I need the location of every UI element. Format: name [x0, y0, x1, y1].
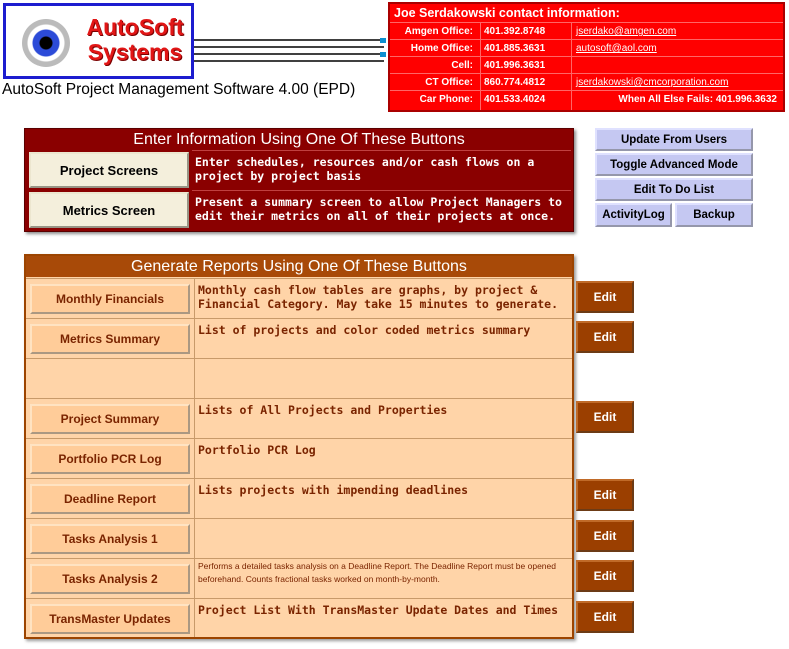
metrics-screen-desc: Present a summary screen to allow Project Managers to edit their metrics on all of their projects at once. [195, 195, 562, 223]
report-row-tasks-analysis-1 [26, 518, 572, 558]
project-screens-button[interactable]: Project Screens [29, 152, 189, 188]
contact-email-link[interactable]: jserdakowski@cmcorporation.com [576, 77, 729, 88]
deadline-report-button[interactable]: Deadline Report [30, 484, 190, 514]
contact-label: Cell: [451, 60, 473, 71]
edit-todo-list-button[interactable]: Edit To Do List [595, 178, 753, 201]
contact-row-amgen [390, 23, 783, 40]
contact-phone: 401.885.3631 [484, 43, 546, 54]
contact-title: Joe Serdakowski contact information: [390, 4, 783, 23]
metrics-screen-button[interactable]: Metrics Screen [29, 192, 189, 228]
eye-icon [22, 19, 70, 67]
contact-row-car [390, 91, 783, 108]
edit-tasks-analysis-2-button[interactable]: Edit [576, 560, 634, 592]
tasks-analysis-2-desc: Performs a detailed tasks analysis on a Deadline Report. The Deadline Report must be opened beforehand. Counts fractional tasks worked on month-by-month. [198, 561, 556, 584]
transmaster-updates-button[interactable]: TransMaster Updates [30, 604, 190, 634]
generate-reports-panel [24, 254, 574, 639]
project-summary-desc: Lists of All Projects and Properties [198, 403, 448, 417]
logo-connector-lines [194, 38, 390, 66]
reports-panel-title: Generate Reports Using One Of These Buttons [26, 256, 572, 277]
activity-log-button[interactable]: ActivityLog [595, 203, 672, 227]
transmaster-updates-desc: Project List With TransMaster Update Dates and Times [198, 603, 559, 617]
report-row-empty [26, 358, 572, 398]
contact-phone: 401.533.4024 [484, 94, 546, 105]
portfolio-pcr-log-desc: Portfolio PCR Log [198, 443, 316, 457]
report-row-monthly-financials [26, 278, 572, 318]
metrics-summary-button[interactable]: Metrics Summary [30, 324, 190, 354]
contact-label: Amgen Office: [404, 26, 473, 37]
project-screens-desc: Enter schedules, resources and/or cash flows on a project by project basis [195, 155, 535, 183]
monthly-financials-desc: Monthly cash flow tables are graphs, by project & Financial Category. May take 15 minutes to generate. [198, 283, 559, 311]
report-row-transmaster-updates [26, 598, 572, 637]
edit-project-summary-button[interactable]: Edit [576, 401, 634, 433]
tasks-analysis-1-button[interactable]: Tasks Analysis 1 [30, 524, 190, 554]
report-row-metrics-summary [26, 318, 572, 358]
project-summary-button[interactable]: Project Summary [30, 404, 190, 434]
edit-metrics-summary-button[interactable]: Edit [576, 321, 634, 353]
contact-row-home [390, 40, 783, 57]
contact-fallback-phone: When All Else Fails: 401.996.3632 [618, 94, 777, 105]
edit-tasks-analysis-1-button[interactable]: Edit [576, 520, 634, 552]
deadline-report-desc: Lists projects with impending deadlines [198, 483, 469, 497]
contact-phone: 401.996.3631 [484, 60, 546, 71]
autosoft-logo [3, 3, 194, 79]
update-from-users-button[interactable]: Update From Users [595, 128, 753, 151]
edit-deadline-report-button[interactable]: Edit [576, 479, 634, 511]
contact-label: Car Phone: [419, 94, 473, 105]
report-row-deadline-report [26, 478, 572, 518]
toggle-advanced-mode-button[interactable]: Toggle Advanced Mode [595, 153, 753, 176]
portfolio-pcr-log-button[interactable]: Portfolio PCR Log [30, 444, 190, 474]
contact-label: Home Office: [410, 43, 473, 54]
tasks-analysis-2-button[interactable]: Tasks Analysis 2 [30, 564, 190, 594]
contact-row-cell [390, 57, 783, 74]
enter-information-panel [24, 128, 574, 232]
monthly-financials-button[interactable]: Monthly Financials [30, 284, 190, 314]
metrics-summary-desc: List of projects and color coded metrics summary [198, 323, 531, 337]
report-row-tasks-analysis-2 [26, 558, 572, 598]
contact-email-link[interactable]: autosoft@aol.com [576, 43, 657, 54]
enter-panel-title: Enter Information Using One Of These Buttons [133, 131, 465, 148]
contact-phone: 860.774.4812 [484, 77, 546, 88]
app-title: AutoSoft Project Management Software 4.00 (EPD) [2, 81, 356, 98]
report-row-project-summary [26, 398, 572, 438]
edit-monthly-financials-button[interactable]: Edit [576, 281, 634, 313]
backup-button[interactable]: Backup [675, 203, 753, 227]
report-row-portfolio-pcr-log [26, 438, 572, 478]
logo-line-2: Systems [87, 39, 183, 65]
contact-email-link[interactable]: jserdako@amgen.com [576, 26, 677, 37]
contact-row-ct [390, 74, 783, 91]
edit-transmaster-updates-button[interactable]: Edit [576, 601, 634, 633]
contact-label: CT Office: [425, 77, 473, 88]
contact-phone: 401.392.8748 [484, 26, 546, 37]
logo-line-1: AutoSoft [86, 14, 184, 40]
contact-info-panel [388, 2, 785, 112]
logo-text [80, 15, 190, 65]
